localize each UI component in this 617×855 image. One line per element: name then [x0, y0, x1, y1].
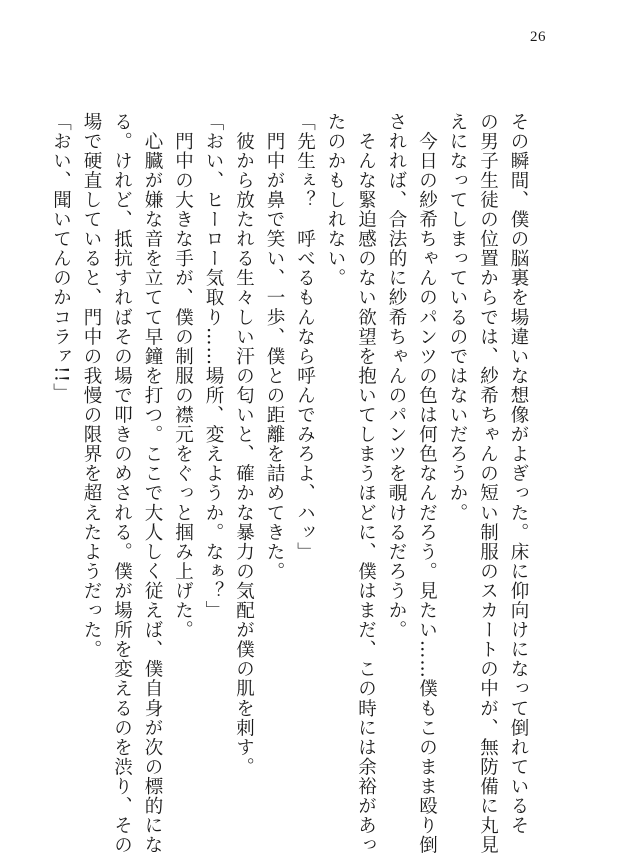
text-line: その瞬間、僕の脳裏を場違いな想像がよぎった。床に仰向けになって倒れているそ [508, 112, 529, 836]
text-line: 「おい、ヒーロー気取り……場所、変えようか。なぁ？」 [203, 112, 224, 621]
text-line: る。けれど、抵抗すればその場で叩きのめされる。僕が場所を変えるのを渋り、その [111, 112, 133, 855]
text-line: 「先生ぇ？ 呼べるもんなら呼んでみろよ、ハッ」 [294, 112, 316, 562]
text-line: そんな緊迫感のない欲望を抱いてしまうほどに、僕はまだ、この時には余裕があっ [355, 112, 377, 855]
text-line: たのかもしれない。 [325, 112, 346, 288]
text-line: 今日の紗希ちゃんのパンツの色は何色なんだろう。見たい……僕もこのまま殴り倒 [416, 112, 438, 855]
text-line: されれば、合法的に紗希ちゃんのパンツを覗けるだろうか。 [386, 112, 407, 640]
page-number: 26 [530, 29, 546, 45]
text-line: 「おい、聞いてんのかコラァ!!」 [50, 112, 72, 403]
novel-body-text [45, 112, 533, 855]
text-line: 門中の大きな手が、僕の制服の襟元をぐっと掴み上げた。 [172, 112, 194, 640]
text-line: 場で硬直していると、門中の我慢の限界を超えたようだった。 [81, 112, 102, 660]
text-line: の男子生徒の位置からでは、紗希ちゃんの短い制服のスカートの中が、無防備に丸見 [477, 112, 499, 855]
text-line: 心臓が嫌な音を立てて早鐘を打つ。ここで大人しく従えば、僕自身が次の標的にな [142, 112, 163, 855]
text-line: 彼から放たれる生々しい汗の匂いと、確かな暴力の気配が僕の肌を刺す。 [233, 112, 255, 777]
text-line: えになってしまっているのではないだろうか。 [447, 112, 468, 523]
text-line: 門中が鼻で笑い、一歩、僕との距離を詰めてきた。 [264, 112, 285, 582]
